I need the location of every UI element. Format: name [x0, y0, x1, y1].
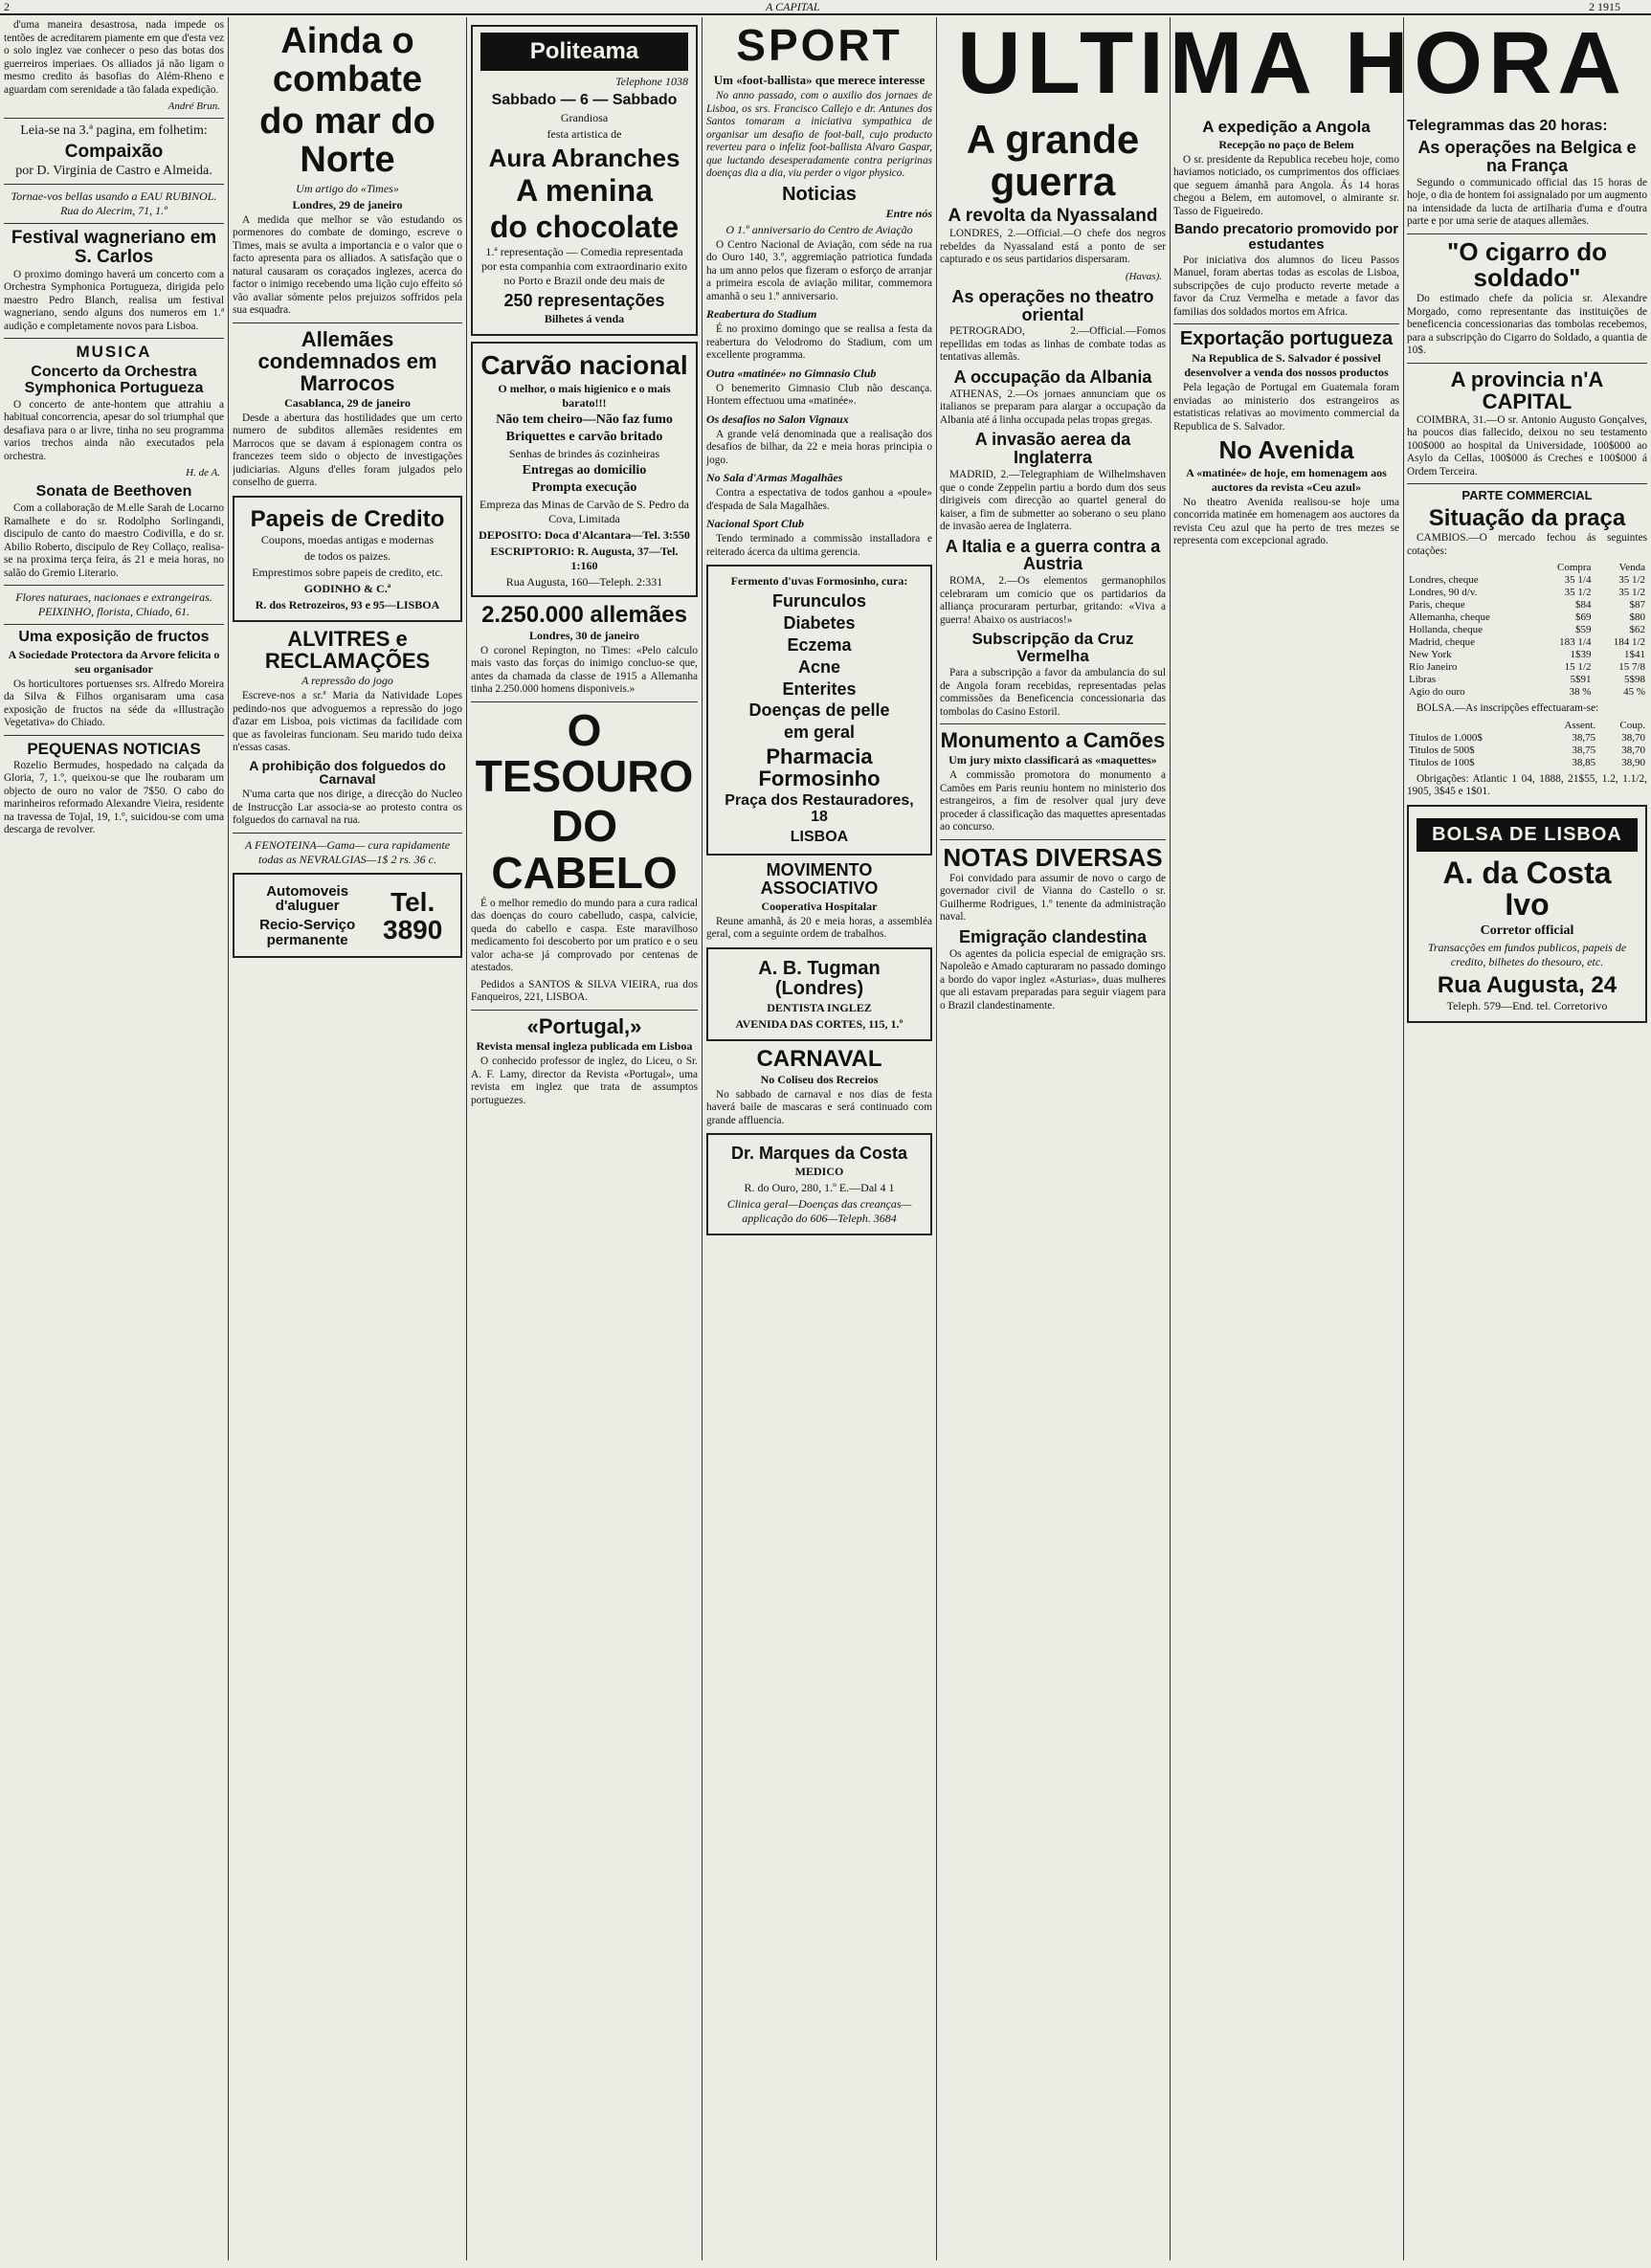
alvitres-title: ALVITRES e RECLAMAÇÕES: [264, 627, 431, 674]
table-cell: Londres, cheque: [1409, 574, 1479, 587]
fermento-item: Diabetes: [783, 612, 856, 633]
table-cell: 38,75: [1572, 744, 1596, 756]
costa-text: Clinica geral—Doenças das creanças—applicação do 606—Teleph. 3684: [726, 1197, 912, 1226]
table-row: [1407, 636, 1647, 649]
portugal-subtitle: Revista mensal ingleza publicada em Lisboa: [476, 1039, 693, 1054]
fructos-subtitle: A Sociedade Protectora da Arvore felicita o seu organisador: [8, 647, 220, 676]
politeama-footer: Bilhetes á venda: [544, 312, 625, 326]
table-cell: $59: [1574, 624, 1592, 636]
table-cell: 15 7/8: [1618, 661, 1645, 674]
fermento-title: Fermento d'uvas Formosinho, cura:: [730, 574, 908, 588]
table-row: [1407, 611, 1647, 624]
oriental-title: As operações no theatro oriental: [951, 286, 1154, 324]
politeama-telephone: Telephone 1038: [615, 75, 688, 88]
carvao-line: DEPOSITO: Doca d'Alcantara—Tel. 3:550: [479, 527, 690, 542]
angola-text: O sr. presidente da Republica recebeu hoje, como haviamos noticiado, os cumprimentos dos officiaes que seguem ámanhã para Angola. Ás 14 horas chegou a Belem, em automovel, o almirante sr. Tasso de Figueiredo.: [1173, 153, 1399, 217]
table-cell: 38,70: [1621, 731, 1645, 744]
magalhaes-text: Contra a espectativa de todos ganhou a «poule» d'espada de Sala Magalhães.: [706, 487, 932, 512]
politeama-ad: [471, 25, 698, 336]
table-cell: 1$39: [1570, 649, 1592, 661]
telegrammas-head: As operações na Belgica e na França: [1417, 137, 1637, 175]
cambios-table: [1407, 562, 1647, 699]
table-cell: Londres, 90 d/v.: [1409, 587, 1478, 599]
tesouro-title-line1: O TESOURO: [475, 704, 694, 802]
folguedos-text: N'uma carta que nos dirige, a direcção do Nucleo de Instrucção Lar associa-se ao protesto contra os folguedos do carnaval na rua.: [233, 789, 462, 827]
carvao-subtitle: O melhor, o mais higienico e o mais barato!!!: [498, 381, 671, 410]
nacional-head: Nacional Sport Club: [706, 517, 805, 530]
paper-name: A CAPITAL: [766, 0, 820, 13]
table-cell: 35 1/2: [1618, 574, 1645, 587]
table-cell: 45 %: [1623, 686, 1645, 699]
table-cell: 38,85: [1572, 756, 1596, 768]
notas-text: Foi convidado para assumir de novo o cargo de governador civil de Vianna do Castello o sr. Guilherme Rodrigues, 1.º tenente da administração naval.: [940, 872, 1166, 923]
noticias-title: Noticias: [782, 183, 857, 205]
table-cell: 5$91: [1570, 674, 1592, 686]
alvitres-text: Escreve-nos a sr.ª Maria da Natividade Lopes pedindo-nos que advoguemos a repressão do jogo d'azar em Lisboa, pois victimas da facilidade com que as favoleiras funcionam. Seu marido tudo deixa n'essas casas.: [233, 690, 462, 754]
tugman-title: A. B. Tugman (Londres): [758, 957, 881, 999]
column-7: [1407, 115, 1647, 2260]
exportacao-text: Pela legação de Portugal em Guatemala foram enviadas ao ministerio dos estrangeiros as estatisticas relativas ao movimento commercial da Republica de S. Salvador.: [1173, 382, 1399, 433]
carvao-line: Entregas ao domicilio: [522, 462, 647, 478]
provincia-text: COIMBRA, 31.—O sr. Antonio Augusto Gonçalves, ha poucos dias fallecido, deixou no seu testamento 100$000 ao hospital da Universidade, 100$000 ao Asylo da Cellas, 100$000 ás Creches e 100$000 á Ordem Terceira.: [1407, 413, 1647, 478]
fermento-item: Acne: [797, 656, 840, 677]
cruz-text: Para a subscripção a favor da ambulancia do sul de Angola foram recebidas, representadas pelas commissões da Beneficencia concessionaria das tombolas do Casino Estoril.: [940, 667, 1166, 718]
camoes-subtitle: Um jury mixto classificará as «maquettes»: [948, 753, 1157, 767]
table-cell: $80: [1629, 611, 1645, 624]
avenida-text: No theatro Avenida realisou-se hoje uma concorrida matinée em homenagem aos auctores da revista Ceu azul que ha perto de tres mezes se representa com excepcional agrado.: [1173, 496, 1399, 547]
papeis-title: Papeis de Credito: [250, 505, 445, 532]
table-row: [1407, 745, 1647, 757]
cambios-text: CAMBIOS.—O mercado fechou ás seguintes cotações:: [1407, 532, 1647, 557]
politeama-line: Grandiosa: [560, 110, 609, 124]
nacional-text: Tendo terminado a commissão installadora e reiterado ácerca da ultima gerencia.: [706, 533, 932, 558]
albania-text: ATHENAS, 2.—Os jornaes annunciam que os italianos se preparam para alargar a occupação da Albania até á linha occupada pelas tropas gregas.: [940, 388, 1166, 426]
exportacao-subtitle: Na Republica de S. Salvador é possivel desenvolver a venda dos nossos productos: [1184, 351, 1389, 380]
carvao-line: Não tem cheiro—Não faz fumo: [496, 411, 673, 427]
magalhaes-head: No Sala d'Armas Magalhães: [706, 471, 843, 484]
column-4: [706, 19, 932, 2260]
politeama-artist: Aura Abranches: [488, 143, 680, 172]
marrocos-text: Desde a abertura das hostilidades que um certo numero de subditos allemães residentes em Marrocos que se davam á espionagem contra os francezes teem sido o objecto de investigações judiciarias. Alguns d'elles foram julgados pelo conselho de guerra.: [233, 411, 462, 489]
emigracao-title: Emigração clandestina: [958, 926, 1148, 946]
table-header: Coup.: [1619, 719, 1645, 731]
table-header-row: [1407, 562, 1647, 574]
table-cell: 38,90: [1621, 756, 1645, 768]
concerto-text: O concerto de ante-hontem que attrahiu a habitual concorrencia, apesar do sol triumphal que desafiava para o ar livre, tinha no seu programma varios trechos ainda não executados pela orchestra.: [4, 398, 224, 462]
table-cell: 38 %: [1569, 686, 1592, 699]
lead-article-text: d'uma maneira desastrosa, nada impede os tentões de acreditarem piamente em que d'esta vez o solo inglez vae conhecer o peso das botas dos guerreiros imperiaes. Os alliados já não ligam o mesmo credito ás basofias do Além-Rheno e aguardam com serenidade a tão falada expedição.: [4, 19, 224, 96]
camoes-text: A commissão promotora do monumento a Camões em Paris reuniu hontem no ministerio dos estrangeiros, a fim de resolver qual jury deve proceder á classificação das maquettes apresentadas ao concurso.: [940, 769, 1166, 834]
combate-subtitle: Um artigo do «Times»: [296, 181, 399, 195]
emigracao-text: Os agentes da policia especial de emigração srs. Napoleão e Amado capturaram no passado domingo a bordo do vapor inglez «Asturias», duas mulheres que ali estavam preparadas para seguir viagem para o Brazil clandestinamente.: [940, 947, 1166, 1012]
table-header: Compra: [1557, 562, 1592, 574]
table-cell: $62: [1629, 624, 1645, 636]
allemaes-dateline: Londres, 30 de janeiro: [529, 628, 639, 642]
auto-telephone: Tel. 3890: [383, 886, 443, 945]
fructos-title: Uma exposição de fructos: [18, 629, 210, 646]
allemaes-text: O coronel Repington, no Times: «Pelo calculo mais vasto das forças do inimigo concluo-se que, antes da chamada da classe de 1915 a Allemanha tinha 2.250.000 homens disponiveis.»: [471, 644, 698, 696]
table-cell: 35 1/4: [1564, 574, 1592, 587]
table-cell: Libras: [1409, 674, 1437, 686]
stadium-head: Reabertura do Stadium: [706, 307, 817, 321]
bando-title: Bando precatorio promovido por estudantes: [1173, 221, 1399, 254]
sport-subtitle: Um «foot-ballista» que merece interesse: [713, 73, 926, 87]
carvao-line: Briquettes e carvão britado: [505, 429, 663, 444]
column-rule: [936, 17, 937, 2260]
ad-address: Rua Augusta, 24: [1437, 971, 1618, 998]
bolsa-table: [1407, 720, 1647, 769]
table-cell: $84: [1574, 599, 1592, 611]
matinee-text: O benemerito Gimnasio Club não descança. Hontem effectuou uma «matinée».: [706, 382, 932, 407]
table-cell: Titulos de 1.000$: [1409, 731, 1483, 744]
camoes-title: Monumento a Camões: [940, 728, 1166, 753]
invasao-title: A invasão aerea da Inglaterra: [974, 430, 1131, 468]
table-cell: $69: [1574, 611, 1592, 624]
table-row: [1407, 624, 1647, 636]
fermento-item: Enterites: [782, 678, 857, 699]
fermento-item: Furunculos: [772, 591, 866, 611]
carnaval-title: CARNAVAL: [756, 1045, 882, 1072]
alvitres-subtitle: A repressão do jogo: [301, 674, 393, 688]
carnaval-subtitle: No Coliseu dos Recreios: [760, 1072, 879, 1086]
cigarro-title: "O cigarro do soldado": [1447, 236, 1607, 292]
combate-title-line2: do mar do Norte: [259, 100, 435, 180]
nyassa-text: LONDRES, 2.—Official.—O chefe dos negros rebeldes da Nyassaland está a ponto de ser capturado e os seus partidarios dispersaram.: [940, 228, 1166, 266]
table-cell: Rio Janeiro: [1409, 661, 1458, 674]
sport-title: SPORT: [736, 20, 903, 70]
telegrammas-title: Telegrammas das 20 horas:: [1407, 118, 1608, 134]
page-date: 2 1915: [1589, 0, 1620, 13]
compaixao-title: Compaixão: [64, 142, 164, 162]
carvao-title: Carvão nacional: [480, 350, 688, 381]
table-cell: Madrid, cheque: [1409, 636, 1476, 649]
table-cell: 5$98: [1624, 674, 1645, 686]
politeama-play-line2: do chocolate: [489, 209, 680, 244]
flores-ad: Flores naturaes, nacionaes e extrangeiras. PEIXINHO, florista, Chiado, 61.: [15, 590, 212, 619]
politeama-description: 1.ª representação — Comedia representada por esta companhia com extraordinario exito no Porto e Brazil onde deu mais de: [481, 245, 687, 288]
avenida-subtitle: A «matinée» de hoje, em homenagem aos auctores da revista «Ceu azul»: [1186, 465, 1387, 494]
table-row: [1407, 732, 1647, 745]
column-5: [940, 115, 1166, 2260]
table-cell: 183 1/4: [1559, 636, 1592, 649]
automoveis-ad: [233, 873, 462, 958]
ad-name: A. da Costa Ivo: [1442, 855, 1612, 923]
portugal-text: O conhecido professor de inglez, do Liceu, o Sr. A. F. Lamy, director da Revista «Portugal», uma revista em inglez que trata de assumptos portuguezes.: [471, 1056, 698, 1106]
movimento-text: Reune amanhã, ás 20 e meia horas, a assembléa geral, com a seguinte ordem de trabalhos.: [706, 915, 932, 941]
pequenas-text: Rozelio Bermudes, hospedado na calçada da Gloria, 7, 1.º, queixou-se que lhe roubaram um objecto de ouro no valor de 7$50. O cabo do marinheiros reformado Alexandre Vieira, residente na travessa de Tojal, 19, 1.º, suicidou-se com uma descarga de revolver.: [4, 759, 224, 836]
combate-title-line1: Ainda o combate: [272, 21, 423, 100]
salon-text: A grande velá denominada que a realisação dos desafios de bilhar, da 22 e meia horas principia o jogo.: [706, 428, 932, 466]
table-row: [1407, 649, 1647, 661]
column-6: [1173, 115, 1399, 2260]
matinee-head: Outra «matinée» no Gimnasio Club: [706, 366, 877, 380]
ad-role: Corretor official: [1480, 923, 1574, 938]
cigarro-text: Do estimado chefe da policia sr. Alexandre Morgado, como representante das instituições de beneficencia concessionarias das tombolas recebemos, para a subscripção do Cigarro do Soldado, a quantia de 10$.: [1407, 293, 1647, 357]
table-cell: Hollanda, cheque: [1409, 624, 1483, 636]
page-header: [0, 0, 1651, 15]
ad-description: Transacções em fundos publicos, papeis de credito, bilhetes do thesouro, etc.: [1427, 940, 1627, 968]
table-row: [1407, 674, 1647, 686]
table-cell: 1$41: [1624, 649, 1645, 661]
folhetim-note: Leia-se na 3.ª pagina, em folhetim:: [20, 123, 208, 138]
politeama-count: 250 representações: [503, 291, 665, 311]
tesouro-sellers: Pedidos a SANTOS & SILVA VIEIRA, rua dos Fanqueiros, 221, LISBOA.: [471, 978, 698, 1004]
table-cell: Paris, cheque: [1409, 599, 1465, 611]
table-cell: 35 1/2: [1564, 587, 1592, 599]
table-cell: Titulos de 500$: [1409, 744, 1475, 756]
tugman-ad: [706, 947, 932, 1041]
ad-title: BOLSA DE LISBOA: [1417, 818, 1638, 852]
carnaval-text: No sabbado de carnaval e nos dias de festa haverá baile de mascaras e será continuado com grande affluencia.: [706, 1088, 932, 1126]
table-header: Assent.: [1564, 719, 1596, 731]
column-rule: [228, 17, 229, 2260]
costa-subtitle: MEDICO: [794, 1165, 844, 1179]
costa-address: R. do Ouro, 280, 1.º E.—Dal 4 1: [744, 1181, 895, 1195]
rubinol-ad: Tornae-vos bellas usando a EAU RUBINOL. Rua do Alecrim, 71, 1.º: [11, 189, 217, 217]
allemaes-title: 2.250.000 allemães: [481, 601, 687, 628]
fenoteina-ad: A FENOTEINA—Gama— cura rapidamente todas as NEVRALGIAS—1$ 2 rs. 36 c.: [244, 837, 451, 866]
papeis-line: de todos os paizes.: [304, 549, 390, 564]
ultima-hora-banner: ULTIMA HORA: [957, 14, 1627, 112]
comercial-title: PARTE COMMERCIAL: [1461, 488, 1593, 503]
table-row: [1407, 587, 1647, 599]
sonata-text: Com a collaboração de M.elle Sarah de Locarno Ramalhete e do sr. Rodolpho Sorlingandi, discipulo de canto do maestro Codivilla, e do sr. Abilio Roberto, discipulo de Rey Collaço, realisa-se na proxima terça feira, ás 21 e meia horas, no salão do Gremio Literario.: [4, 502, 224, 579]
noticias-subtitle: Entre nós: [885, 206, 932, 220]
carvao-line: Rua Augusta, 160—Teleph. 2:331: [505, 574, 663, 589]
carvao-line: Empreza das Minas de Carvão de S. Pedro da Cova, Limitada: [480, 497, 689, 525]
bolsa-text: BOLSA.—As inscripções effectuaram-se:: [1417, 702, 1599, 715]
invasao-text: MADRID, 2.—Telegraphiam de Wilhelmshaven que o conde Zeppelin partiu a bordo dum dos seus dirigiveis com direcção ao quartel general do kaiser, a fim de submetter ao soberano o seu plano de invasão aerea de Inglaterra.: [940, 469, 1166, 533]
italia-text: ROMA, 2.—Os elementos germanophilos celebraram um comicio que os partidarios da alliança procuraram perturbar, gritando: «Viva a guerra! Abaixo os austriacos!»: [940, 575, 1166, 626]
fermento-address: Praça dos Restauradores, 18: [725, 792, 914, 826]
papeis-line: Emprestimos sobre papeis de credito, etc.: [252, 566, 443, 580]
table-row: [1407, 661, 1647, 674]
combate-dateline: Londres, 29 de janeiro: [292, 197, 403, 211]
papeis-credito-ad: [233, 496, 462, 622]
table-cell: 35 1/2: [1618, 587, 1645, 599]
sport-text: No anno passado, com o auxilio dos jornaes de Lisboa, os srs. Francisco Callejo e dr. Antunes dos Santos tomaram a iniciativa sympathica de organisar um desafio de foot-ball, cujo producto reverteu para o infeliz foot-ballista Alvaro Gaspar, que luctando desesperadamente contra perigrinas doenças dia a dia, viu perder o vigor physico.: [706, 90, 932, 179]
column-rule: [466, 17, 467, 2260]
costa-ivo-ad: [1407, 805, 1647, 1023]
concerto-signature: H. de A.: [186, 467, 220, 479]
politeama-day: Sabbado — 6 — Sabbado: [491, 92, 678, 108]
column-2: [233, 19, 462, 2260]
table-cell: New York: [1409, 649, 1452, 661]
movimento-title: MOVIMENTO ASSOCIATIVO: [760, 859, 879, 898]
angola-title: A expedição a Angola: [1202, 118, 1371, 136]
noticias-text: O Centro Nacional de Aviação, com séde na rua do Ouro 140, 3.º, aggremiação patriotica fundada ha um anno pelos que fizeram o esforço de arranjar a primeira escola de aviação militar, commemora amanhã o seu 1.º anniversario.: [706, 238, 932, 302]
auto-subtitle: Recio-Serviço permanente: [259, 917, 356, 948]
table-cell: 38,75: [1572, 731, 1596, 744]
table-cell: Titulos de 100$: [1409, 756, 1475, 768]
costa-title: Dr. Marques da Costa: [730, 1144, 908, 1164]
papeis-line: R. dos Retrozeiros, 93 e 95—LISBOA: [255, 598, 440, 612]
movimento-subtitle: Cooperativa Hospitalar: [761, 899, 878, 913]
bolsa-footer: Obrigações: Atlantic 1 04, 1888, 21$55, 1.2, 1.1/2, 1905, 3$45 e 1$01.: [1407, 772, 1647, 798]
carvao-ad: [471, 342, 698, 596]
pequenas-title: PEQUENAS NOTICIAS: [27, 739, 201, 758]
page-number: 2: [4, 0, 10, 13]
auto-title: Automoveis d'aluguer: [266, 882, 349, 915]
ad-telephone: Teleph. 579—End. tel. Corretorivo: [1446, 999, 1608, 1013]
guerra-title: A grande guerra: [966, 117, 1140, 205]
table-cell: 184 1/2: [1613, 636, 1645, 649]
sonata-title: Sonata de Beethoven: [35, 483, 192, 500]
salon-head: Os desafios no Salon Vignaux: [706, 411, 849, 426]
lead-signature: André Brun.: [167, 100, 220, 112]
fermento-item: em geral: [783, 723, 856, 743]
table-row: [1407, 686, 1647, 699]
concerto-title: Concerto da Orchestra Symphonica Portugueza: [24, 364, 204, 396]
provincia-title: A provincia n'A CAPITAL: [1450, 367, 1604, 413]
column-rule: [702, 17, 703, 2260]
table-row: [1407, 599, 1647, 611]
musica-title: MUSICA: [76, 343, 152, 362]
table-row: [1407, 757, 1647, 769]
politeama-line: festa artistica de: [547, 126, 622, 141]
table-cell: Allemanha, cheque: [1409, 611, 1490, 624]
exportacao-title: Exportação portugueza: [1179, 328, 1394, 350]
column-3: [471, 19, 698, 2260]
marrocos-title: Allemães condemnados em Marrocos: [257, 326, 437, 395]
table-header: Venda: [1618, 562, 1645, 574]
italia-title: A Italia e a guerra contra a Austria: [945, 536, 1161, 574]
fermento-item: Doenças de pelle: [748, 700, 890, 721]
stadium-text: É no proximo domingo que se realisa a festa da reabertura do Velodromo do Stadium, com um excellente programma.: [706, 323, 932, 361]
combate-text: A medida que melhor se vão estudando os pormenores do combate de domingo, escreve o Times, mais se avulta a importancia e o valor que o facto apresenta para os alliados. A satisfação que o natural causaram os coraçados inglezes, acerca do factor o inimigo recebendo uma lição cujo effeito só vão avaliar sómente pelos prejuizos soffridos pela sua esquadra.: [233, 213, 462, 317]
telegrammas-text: Segundo o communicado official das 15 horas de hoje, o dia de hontem foi assignalado por um augmento na intensidade da lucta de artilharia d'uma e d'outra parte e por uma serie de ataques allemães.: [1407, 176, 1647, 228]
column-1: [4, 19, 224, 2260]
bando-text: Por iniciativa dos alumnos do liceu Passos Manuel, foram abertas todas as escolas de Lisboa, subscripções de cujo producto reverte metade a favor da Cruz Vermelha e metade a favor das familias dos soldados mortos em Africa.: [1173, 254, 1399, 318]
oriental-text: PETROGRADO, 2.—Official.—Fomos repellidas em todas as linhas de combate todas as tentativas allemãs.: [940, 325, 1166, 364]
column-rule: [1403, 17, 1404, 2260]
tesouro-text: É o melhor remedio do mundo para a cura radical das doenças do couro cabelludo, caspa, calvicie, queda do cabello e caspa. Este maravilhoso medicamento foi descoberto por um pratico e o seu valor acha-se já comprovado por centenas de atestados.: [471, 897, 698, 974]
cruz-title: Subscripção da Cruz Vermelha: [971, 630, 1134, 666]
festival-text: O proximo domingo haverá um concerto com a Orchestra Symphonica Portugueza, dirigida pelo maestro Pedro Blanch, realisa um festival wagneriano, sendo alguns dos numeros em 1.ª audição e completamente novos para Lisboa.: [4, 268, 224, 332]
column-rule: [1170, 17, 1171, 2260]
politeama-play-line1: A menina: [516, 173, 653, 209]
compaixao-author: por D. Virginia de Castro e Almeida.: [15, 163, 212, 178]
carvao-line: Senhas de brindes ás cozinheiras: [508, 446, 660, 460]
table-cell: 38,70: [1621, 744, 1645, 756]
tugman-subtitle: DENTISTA INGLEZ: [767, 1000, 872, 1014]
carvao-line: ESCRIPTORIO: R. Augusta, 37—Tel. 1:160: [490, 544, 679, 572]
nyassa-title: A revolta da Nyassaland: [948, 206, 1158, 227]
noticias-head: O 1.º anniversario do Centro de Aviação: [725, 222, 913, 236]
fermento-pharmacy: Pharmacia Formosinho: [758, 745, 881, 791]
angola-subtitle: Recepção no paço de Belem: [1218, 137, 1354, 151]
festival-title: Festival wagneriano em S. Carlos: [11, 227, 217, 267]
albania-title: A occupação da Albania: [953, 367, 1152, 387]
carvao-line: Prompta execução: [531, 479, 637, 495]
tugman-address: AVENIDA DAS CORTES, 115, 1.º: [735, 1016, 904, 1031]
praca-title: Situação da praça: [1428, 505, 1626, 531]
table-cell: $87: [1629, 599, 1645, 611]
politeama-title: Politeama: [480, 33, 688, 71]
folguedos-title: A prohibição dos folguedos do Carnaval: [249, 757, 446, 788]
tesouro-title-line2: DO CABELO: [491, 801, 678, 898]
fermento-item: Eczema: [787, 634, 852, 655]
fermento-city: LISBOA: [790, 829, 849, 846]
costa-ad: [706, 1133, 932, 1235]
table-cell: Agio do ouro: [1409, 686, 1465, 699]
table-cell: 15 1/2: [1564, 661, 1592, 674]
table-row: [1407, 574, 1647, 587]
fructos-text: Os horticultores portuenses srs. Alfredo Moreira da Silva & Filhos organisaram uma casa exposição de fructos na séde da «Illustração Vegetativa» do Chiado.: [4, 678, 224, 729]
notas-title: NOTAS DIVERSAS: [943, 842, 1163, 872]
avenida-title: No Avenida: [1218, 435, 1354, 465]
fermento-ad: [706, 565, 932, 856]
nyassa-signature: (Havas).: [1125, 270, 1162, 282]
marrocos-dateline: Casablanca, 29 de janeiro: [284, 395, 411, 410]
papeis-line: GODINHO & C.ª: [303, 582, 391, 596]
table-header-row: [1407, 720, 1647, 732]
portugal-title: «Portugal,»: [526, 1013, 642, 1038]
papeis-line: Coupons, moedas antigas e modernas: [260, 533, 435, 547]
